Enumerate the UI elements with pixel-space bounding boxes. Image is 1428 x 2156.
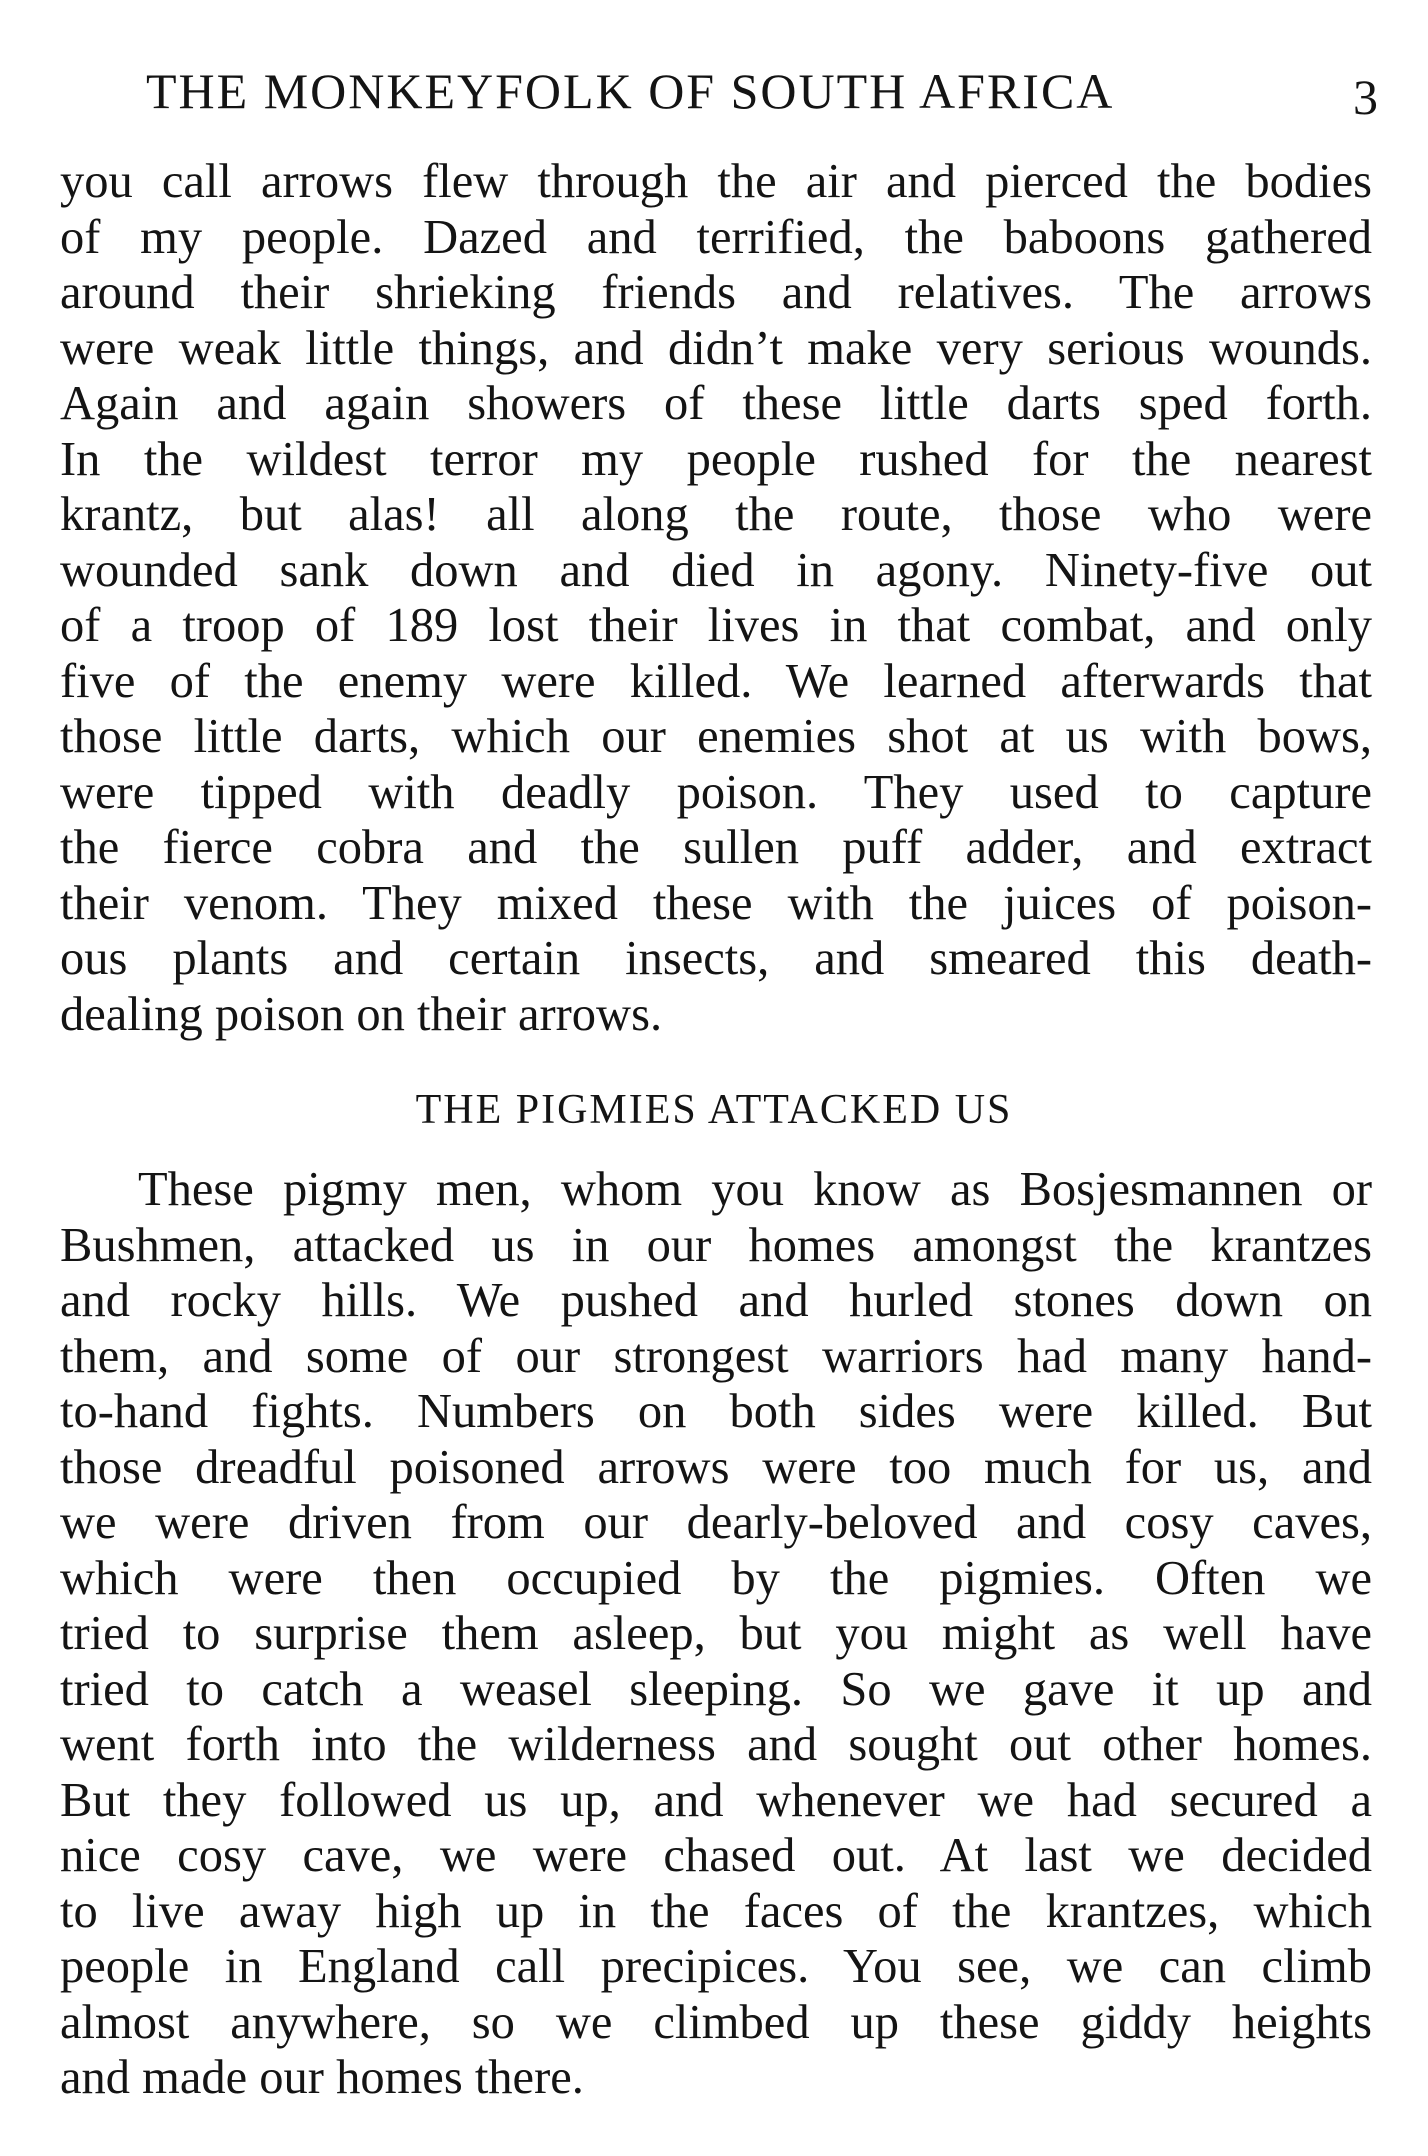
text-line: five of the enemy were killed. We learned afterwards that [60, 654, 1372, 708]
section-heading: THE PIGMIES ATTACKED US [415, 1087, 1013, 1133]
text-line: people in England call precipices. You see, we can climb [60, 1940, 1372, 1993]
text-line: their venom. They mixed these with the juices of poison- [60, 876, 1372, 930]
paragraph [60, 1162, 1372, 2106]
text-line: we were driven from our dearly-beloved and cosy caves, [60, 1496, 1372, 1549]
text-line: Again and again showers of these little darts sped forth. [60, 377, 1372, 430]
text-line: wounded sank down and died in agony. Ninety-five out [60, 543, 1372, 597]
text-line: and made our homes there. [60, 2051, 584, 2104]
paragraph-continued [60, 154, 1372, 1042]
text-line: were weak little things, and didn’t make very serious wounds. [60, 321, 1372, 375]
text-line: them, and some of our strongest warriors had many hand- [60, 1329, 1372, 1383]
running-title: THE MONKEYFOLK OF SOUTH AFRICA [146, 63, 1115, 119]
text-line: of a troop of 189 lost their lives in that combat, and only [60, 599, 1372, 652]
text-line: But they followed us up, and whenever we had secured a [60, 1773, 1372, 1827]
text-line: dealing poison on their arrows. [60, 987, 663, 1041]
page-number: 3 [1353, 69, 1380, 125]
running-head [62, 62, 1382, 125]
text-line: In the wildest terror my people rushed for the nearest [60, 432, 1372, 486]
text-line: and rocky hills. We pushed and hurled stones down on [60, 1274, 1372, 1327]
text-line: to-hand fights. Numbers on both sides were killed. But [60, 1385, 1372, 1438]
text-line: These pigmy men, whom you know as Bosjesmannen or [138, 1163, 1372, 1216]
text-line: the fierce cobra and the sullen puff adder, and extract [60, 821, 1372, 874]
text-line: were tipped with deadly poison. They used to capture [60, 765, 1372, 819]
text-line: around their shrieking friends and relatives. The arrows [60, 266, 1372, 319]
text-line: almost anywhere, so we climbed up these giddy heights [60, 1995, 1372, 2049]
text-line: which were then occupied by the pigmies. Often we [60, 1551, 1372, 1605]
text-line: tried to catch a weasel sleeping. So we gave it up and [60, 1662, 1372, 1716]
text-line: nice cosy cave, we were chased out. At last we decided [60, 1829, 1372, 1882]
text-line: ous plants and certain insects, and smeared this death- [60, 932, 1372, 985]
text-line: went forth into the wilderness and sought out other homes. [60, 1718, 1372, 1771]
text-line: Bushmen, attacked us in our homes amongst the krantzes [60, 1218, 1372, 1272]
text-line: those little darts, which our enemies shot at us with bows, [60, 710, 1372, 763]
text-line: tried to surprise them asleep, but you might as well have [60, 1607, 1372, 1660]
text-line: you call arrows flew through the air and pierced the bodies [60, 155, 1372, 208]
text-line: of my people. Dazed and terrified, the baboons gathered [60, 210, 1372, 264]
text-line: krantz, but alas! all along the route, those who were [60, 488, 1372, 541]
text-line: those dreadful poisoned arrows were too much for us, and [60, 1440, 1372, 1494]
text-line: to live away high up in the faces of the krantzes, which [60, 1884, 1372, 1938]
